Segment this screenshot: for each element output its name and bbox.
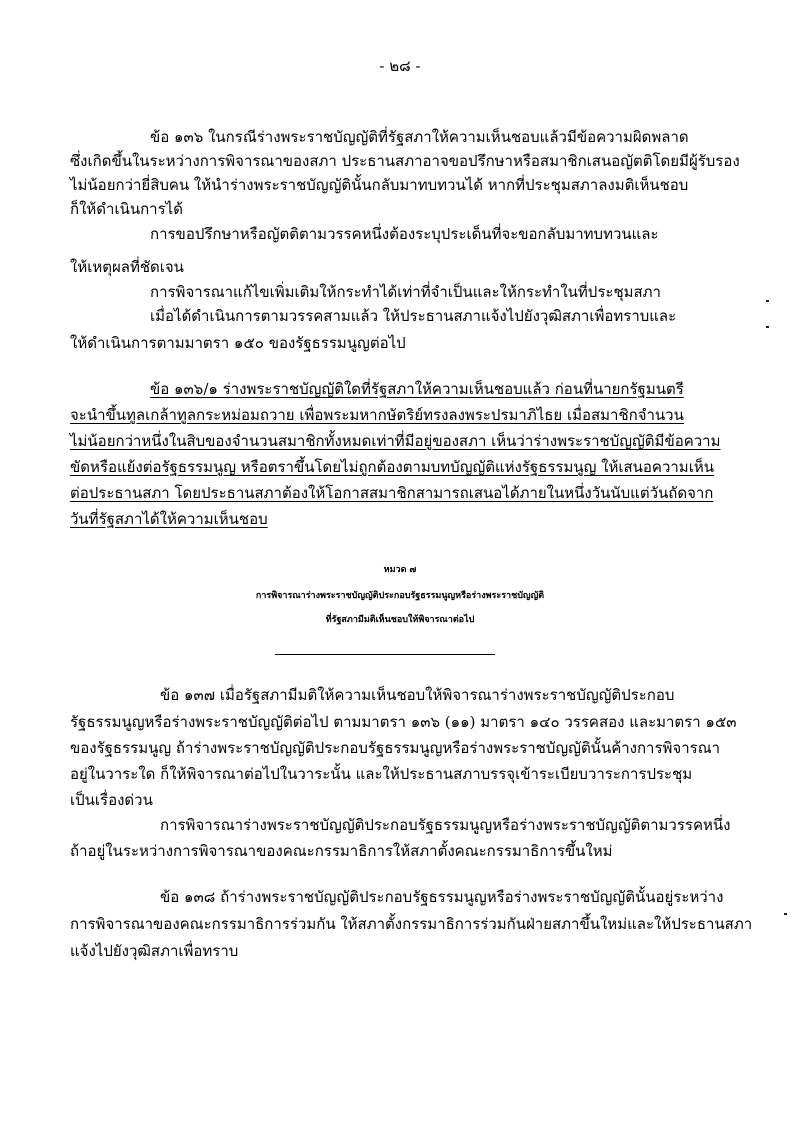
section-136-1-line-4: ขัดหรือแย้งต่อรัฐธรรมนูญ หรือตราขึ้นโดยไม่ถูกต้องตามบทบัญญัติแห่งรัฐธรรมนูญ ให้เสนอความเห็น (70, 458, 714, 476)
section-137-line-4: อยู่ในวาระใด ก็ให้พิจารณาต่อไปในวาระนั้น และให้ประธานสภาบรรจุเข้าระเบียบวาระการประชุม (70, 765, 693, 783)
section-137-line-2: รัฐธรรมนูญหรือร่างพระราชบัญญัติต่อไป ตามมาตรา ๑๓๖ (๑๑) มาตรา ๑๔๐ วรรคสอง และมาตรา ๑๕๓ (70, 713, 737, 731)
section-136-line-4: ก็ให้ดำเนินการได้ (70, 200, 183, 218)
section-137-line-3: ของรัฐธรรมนูญ ถ้าร่างพระราชบัญญัติประกอบรัฐธรรมนูญหรือร่างพระราชบัญญัตินั้นค้างการพิจารณา (70, 739, 721, 757)
section-136-1-line-1: ข้อ ๑๓๖/๑ ร่างพระราชบัญญัติใดที่รัฐสภาให้ความเห็นชอบแล้ว ก่อนที่นายกรัฐมนตรี (150, 380, 684, 398)
section-136-line-3: ไม่น้อยกว่ายี่สิบคน ให้นำร่างพระราชบัญญัตินั้นกลับมาทบทวนได้ หากที่ประชุมสภาลงมติเห็นชอบ (70, 176, 689, 194)
section-138-line-2: การพิจารณาของคณะกรรมาธิการร่วมกัน ให้สภาตั้งกรรมาธิการร่วมกันฝ่ายสภาขึ้นใหม่และให้ประธานสภา (70, 915, 753, 933)
section-138-line-3: แจ้งไปยังวุฒิสภาเพื่อทราบ (70, 942, 239, 960)
scan-speck (784, 913, 787, 915)
chapter-title-line-1: การพิจารณาร่างพระราชบัญญัติประกอบรัฐธรรมนูญหรือร่างพระราชบัญญัติ (255, 591, 545, 601)
section-137-line-1: ข้อ ๑๓๗ เมื่อรัฐสภามีมติให้ความเห็นชอบให้พิจารณาร่างพระราชบัญญัติประกอบ (160, 686, 675, 704)
section-136-para4-line-1: เมื่อได้ดำเนินการตามวรรคสามแล้ว ให้ประธานสภาแจ้งไปยังวุฒิสภาเพื่อทราบและ (150, 307, 677, 325)
section-137-para2-line-2: ถ้าอยู่ในระหว่างการพิจารณาของคณะกรรมาธิการให้สภาตั้งคณะกรรมาธิการขึ้นใหม่ (70, 842, 613, 860)
section-136-1-line-2: จะนำขึ้นทูลเกล้าทูลกระหม่อมถวาย เพื่อพระมหากษัตริย์ทรงลงพระปรมาภิไธย เมื่อสมาชิกจำนวน (70, 406, 684, 424)
chapter-title-line-2: ที่รัฐสภามีมติเห็นชอบให้พิจารณาต่อไป (325, 615, 475, 625)
section-137-para2-line-1: การพิจารณาร่างพระราชบัญญัติประกอบรัฐธรรมนูญหรือร่างพระราชบัญญัติตามวรรคหนึ่ง (160, 816, 731, 834)
scan-speck (766, 326, 769, 328)
section-136-para4-line-2: ให้ดำเนินการตามมาตรา ๑๕๐ ของรัฐธรรมนูญต่อไป (70, 334, 406, 352)
section-136-line-2: ซึ่งเกิดขึ้นในระหว่างการพิจารณาของสภา ประธานสภาอาจขอปรึกษาหรือสมาชิกเสนอญัตติโดยมีผู้รับรอง (70, 152, 740, 170)
section-137-line-5: เป็นเรื่องด่วน (70, 791, 153, 809)
section-136-para2-line-1: การขอปรึกษาหรือญัตติตามวรรคหนึ่งต้องระบุประเด็นที่จะขอกลับมาทบทวนและ (150, 225, 659, 243)
chapter-number: หมวด ๗ (383, 565, 417, 575)
section-136-1-line-3: ไม่น้อยกว่าหนึ่งในสิบของจำนวนสมาชิกทั้งหมดเท่าที่มีอยู่ของสภา เห็นว่าร่างพระราชบัญญัติมีข้อความ (70, 432, 721, 450)
heading-divider (275, 654, 495, 655)
section-136-para2-line-2: ให้เหตุผลที่ชัดเจน (70, 258, 184, 276)
section-136-para3: การพิจารณาแก้ไขเพิ่มเติมให้กระทำได้เท่าที่จำเป็นและให้กระทำในที่ประชุมสภา (150, 283, 661, 301)
page-number: - ๒๘ - (379, 57, 421, 75)
section-136-line-1: ข้อ ๑๓๖ ในกรณีร่างพระราชบัญญัติที่รัฐสภาให้ความเห็นชอบแล้วมีข้อความผิดพลาด (150, 128, 689, 146)
section-138-line-1: ข้อ ๑๓๘ ถ้าร่างพระราชบัญญัติประกอบรัฐธรรมนูญหรือร่างพระราชบัญญัตินั้นอยู่ระหว่าง (160, 888, 724, 906)
scan-speck (766, 300, 769, 302)
section-136-1-line-5: ต่อประธานสภา โดยประธานสภาต้องให้โอกาสสมาชิกสามารถเสนอได้ภายในหนึ่งวันนับแต่วันถัดจาก (70, 484, 714, 502)
section-136-1-line-6: วันที่รัฐสภาได้ให้ความเห็นชอบ (70, 510, 268, 528)
